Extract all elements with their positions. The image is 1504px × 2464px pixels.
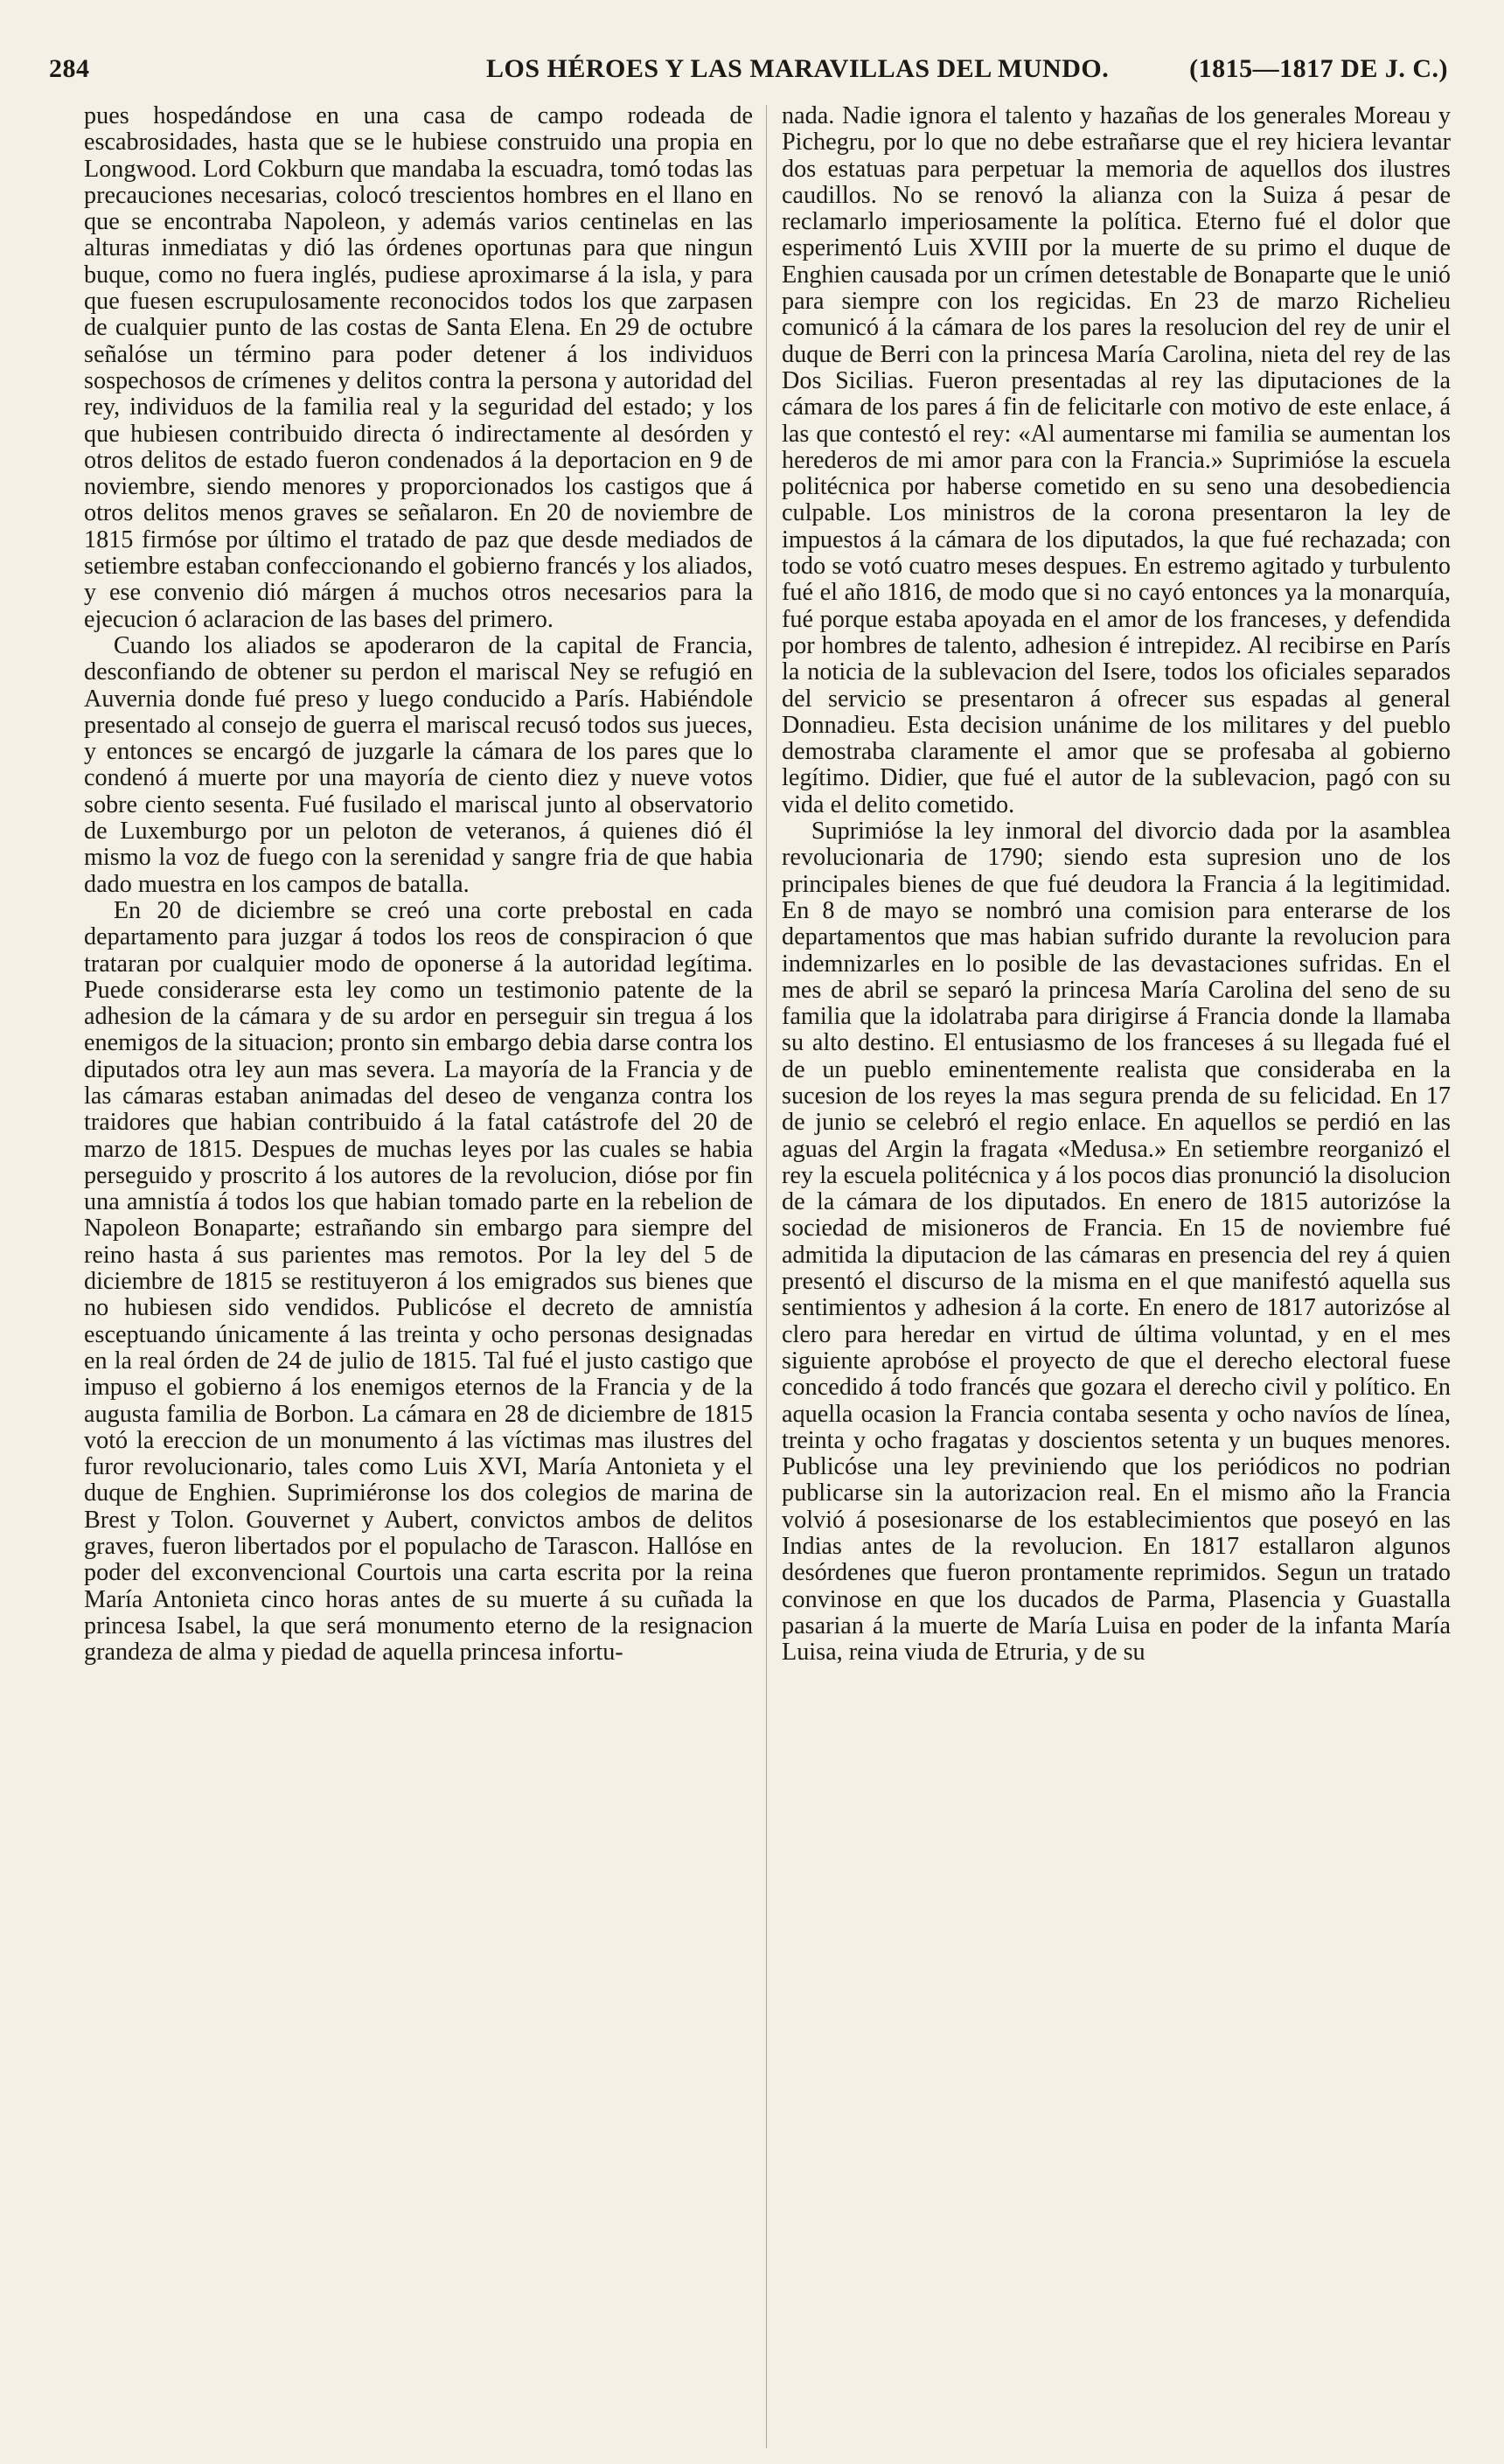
left-paragraph-1: pues hospedándose en una casa de campo rodeada de escabrosidades, hasta que se le hubiese construido una propia en Longwood. Lord Cokburn que mandaba la escuadra, tomó todas las precauciones necesarias, colocó trescientos hombres en el llano en que se encontraba Napoleon, y además varios centinelas en las alturas inmediatas y dió las órdenes oportunas para que ningun buque, como no fuera inglés, pudiese aproximarse á la isla, y para que fuesen escrupulosamente reconocidos todos los que zarpasen de cualquier punto de las costas de Santa Elena. En 29 de octubre señalóse un término para poder detener á los individuos sospechosos de crímenes y delitos contra la persona y autoridad del rey, individuos de la familia real y la seguridad del estado; y los que hubiesen contribuido directa ó indirectamente al desórden y otros delitos de estado fueron condenados á la deportacion en 9 de noviembre, siendo menores y proporcionados los castigos que á otros delitos menos graves se señalaron. En 20 de noviembre de 1815 firmóse por último el tratado de paz que desde mediados de setiembre estaban confeccionando el gobierno francés y los aliados, y ese convenio dió márgen á muchos otros necesarios para la ejecucion ó aclaracion de las bases del primero. (84, 102, 753, 633)
left-column (84, 103, 753, 1667)
column-divider (766, 105, 767, 2448)
left-paragraph-3: En 20 de diciembre se creó una corte prebostal en cada departamento para juzgar á todos los reos de conspiracion ó que trataran por cualquier modo de oponerse á la autoridad legítima. Puede considerarse esta ley como un testimonio patente de la adhesion de la cámara y de su ardor en perseguir sin tregua á los enemigos de la situacion; pronto sin embargo debia darse contra los diputados otra ley aun mas severa. La mayoría de la Francia y de las cámaras estaban animadas del deseo de venganza contra los traidores que habian contribuido á la fatal catástrofe del 20 de marzo de 1815. Despues de muchas leyes por las cuales se habia perseguido y proscrito á los autores de la revolucion, dióse por fin una amnistía á todos los que habian tomado parte en la rebelion de Napoleon Bonaparte; estrañando sin embargo para siempre del reino hasta á sus parientes mas remotos. Por la ley del 5 de diciembre de 1815 se restituyeron á los emigrados sus bienes que no hubiesen sido vendidos. Publicóse el decreto de amnistía esceptuando únicamente á las treinta y ocho personas designadas en la real órden de 24 de julio de 1815. Tal fué el justo castigo que impuso el gobierno á los enemigos eternos de la Francia y de la augusta familia de Borbon. La cámara en 28 de diciembre de 1815 votó la ereccion de un monumento á las víctimas mas ilustres del furor revolucionario, tales como Luis XVI, María Antonieta y el duque de Enghien. Suprimiéronse los dos colegios de marina de Brest y Tolon. Gouvernet y Aubert, convictos ambos de delitos graves, fueron libertados por el populacho de Tarascon. Hallóse en poder del exconvencional Courtois una carta escrita por la reina María Antonieta cinco horas antes de su muerte á su cuñada la princesa Isabel, la que será monumento eterno de la resignacion grandeza de alma y piedad de aquella princesa infortu- (84, 896, 753, 1667)
running-header (49, 54, 1448, 93)
right-paragraph-2: Suprimióse la ley inmoral del divorcio dada por la asamblea revolucionaria de 1790; siendo esta supresion uno de los principales bienes de que fué deudora la Francia á la legitimidad. En 8 de mayo se nombró una comision para enterarse de los departamentos que mas habian sufrido durante la revolucion para indemnizarles en lo posible de las devastaciones sufridas. En el mes de abril se separó la princesa María Carolina del seno de su familia que la idolatraba para dirigirse á Francia donde la llamaba su alto destino. El entusiasmo de los franceses á su llegada fué el de un pueblo eminentemente realista que consideraba en la sucesion de los reyes la mas segura prenda de su felicidad. En 17 de junio se celebró el regio enlace. En aquellos se perdió en las aguas del Argin la fragata «Medusa.» En setiembre reorganizó el rey la escuela politécnica y á los pocos dias pronunció la disolucion de la cámara de los diputados. En enero de 1815 autorizóse la sociedad de misioneros de Francia. En 15 de noviembre fué admitida la diputacion de las cámaras en presencia del rey á quien presentó el discurso de la misma en el que manifestó aquella sus sentimientos y adhesion á la corte. En enero de 1817 autorizóse al clero para heredar en virtud de última voluntad, y en el mes siguiente aprobóse el proyecto de que el derecho electoral fuese concedido á todo francés que gozara el derecho civil y político. En aquella ocasion la Francia contaba sesenta y ocho navíos de línea, treinta y ocho fragatas y doscientos setenta y un buques menores. Publicóse una ley previniendo que los periódicos no podrian publicarse sin la autorizacion real. En el mismo año la Francia volvió á posesionarse de los establecimientos que poseyó en las Indias antes de la revolucion. En 1817 estallaron algunos desórdenes que fueron prontamente reprimidos. Segun un tratado convinose en que los ducados de Parma, Plasencia y Guastalla pasarian á la muerte de María Luisa en poder de la infanta María Luisa, reina viuda de Etruria, y de su (782, 818, 1451, 1667)
left-paragraph-2: Cuando los aliados se apoderaron de la capital de Francia, desconfiando de obtener su perdon el mariscal Ney se refugió en Auvernia donde fué preso y luego conducido a París. Habiéndole presentado al consejo de guerra el mariscal recusó todos sus jueces, y entonces se encargó de juzgarle la cámara de los pares que lo condenó á muerte por una mayoría de ciento diez y nueve votos sobre ciento sesenta. Fué fusilado el mariscal junto al observatorio de Luxemburgo por un peloton de veteranos, á quienes dió él mismo la voz de fuego con la serenidad y sangre fria de que habia dado muestra en los campos de batalla. (84, 631, 753, 898)
right-column (782, 103, 1451, 1667)
date-range: (1815—1817 DE J. C.) (1189, 54, 1448, 83)
right-paragraph-1: nada. Nadie ignora el talento y hazañas de los generales Moreau y Pichegru, por lo que no debe estrañarse que el rey hiciera levantar dos estatuas para perpetuar la memoria de aquellos dos ilustres caudillos. No se renovó la alianza con la Suiza á pesar de reclamarlo imperiosamente la política. Eterno fué el dolor que esperimentó Luis XVIII por la muerte de su primo el duque de Enghien causada por un crímen detestable de Bonaparte que le unió para siempre con los regicidas. En 23 de marzo Richelieu comunicó á la cámara de los pares la resolucion del rey de unir el duque de Berri con la princesa María Carolina, nieta del rey de las Dos Sicilias. Fueron presentadas al rey las diputaciones de la cámara de los pares á fin de felicitarle con motivo de este enlace, á las que contestó el rey: «Al aumentarse mi familia se aumentan los herederos de mi amor para con la Francia.» Suprimióse la escuela politécnica por haberse cometido en su seno una desobediencia culpable. Los ministros de la corona presentaron la ley de impuestos á la cámara de los diputados, la que fué rechazada; con todo se votó cuatro meses despues. En estremo agitado y turbulento fué el año 1816, de modo que si no cayó entonces ya la monarquía, fué porque estaba apoyada en el amor de los franceses, y defendida por hombres de talento, adhesion é intrepidez. Al recibirse en París la noticia de la sublevacion del Isere, todos los oficiales separados del servicio se presentaron á ofrecer sus espadas al general Donnadieu. Esta decision unánime de los militares y del pueblo demostraba claramente el amor que se profesaba al gobierno legítimo. Didier, que fué el autor de la sublevacion, pagó con su vida el delito cometido. (782, 102, 1451, 818)
running-title: LOS HÉROES Y LAS MARAVILLAS DEL MUNDO. (486, 54, 1110, 83)
page-number: 284 (49, 54, 90, 83)
